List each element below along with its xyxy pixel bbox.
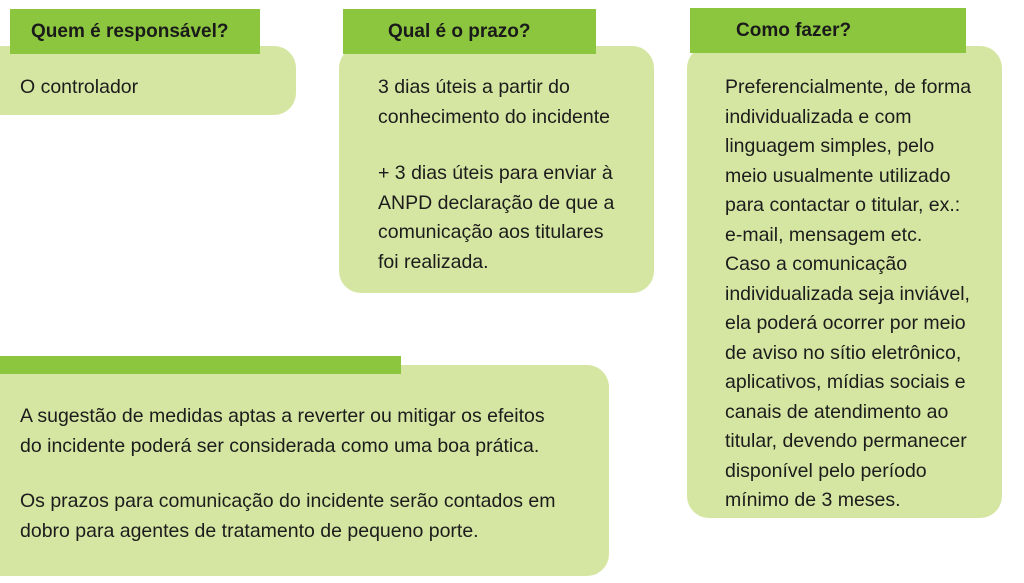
how-to-header-label: Como fazer? [736, 19, 852, 41]
deadline-paragraph-2: + 3 dias úteis para enviar à ANPD declaração de que a comunicação aos titulares foi realizada. [378, 162, 615, 273]
notes-paragraph-2: Os prazos para comunicação do incidente serão contados em dobro para agentes de tratamento de pequeno porte. [20, 490, 556, 542]
notes-header-bar [0, 356, 401, 374]
responsible-answer: O controlador [20, 76, 139, 98]
deadline-paragraph-1: 3 dias úteis a partir do conhecimento do incidente [378, 76, 610, 128]
responsible-header [10, 9, 260, 54]
how-to-header [690, 8, 966, 53]
deadline-header-label: Qual é o prazo? [388, 20, 531, 42]
deadline-header [343, 9, 596, 54]
how-to-text: Preferencialmente, de forma individualizada e com linguagem simples, pelo meio usualmente utilizado para contactar o titular, ex.: e-mail, mensagem etc. Caso a comunicação individualizada seja inviável, ela poderá ocorrer por meio de aviso no sítio eletrônico, aplicativos, mídias sociais e canais de atendimento ao titular, devendo permanecer disponível pelo período mínimo de 3 meses. [725, 76, 972, 511]
notes-paragraph-1: A sugestão de medidas aptas a reverter ou mitigar os efeitos do incidente poderá ser considerada como uma boa prática. [20, 405, 545, 457]
responsible-header-label: Quem é responsável? [31, 20, 229, 42]
